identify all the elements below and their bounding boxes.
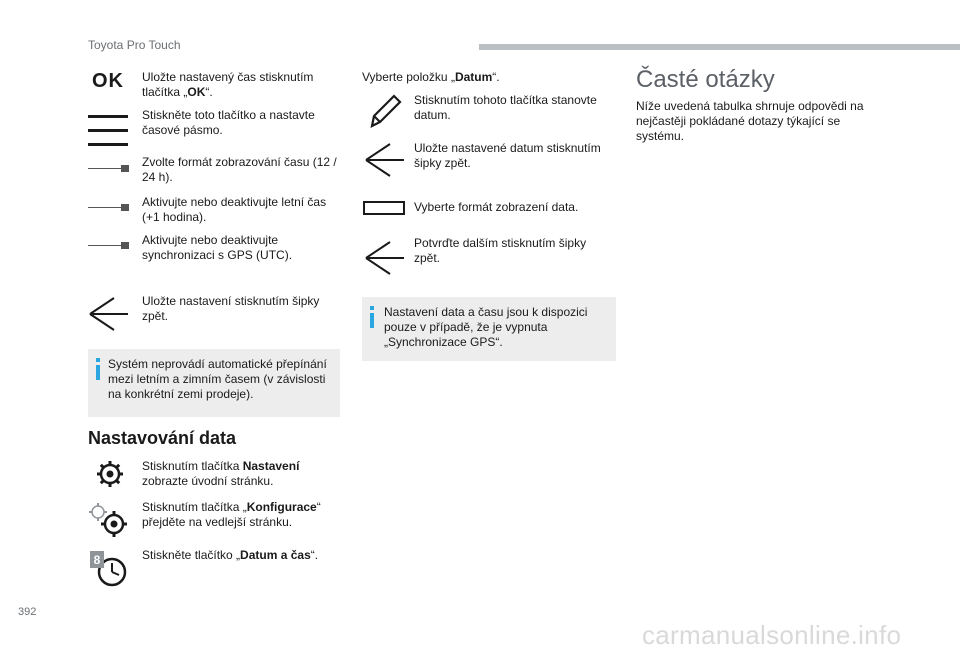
step-summer-time: Aktivujte nebo deaktivujte letní čas (+1 hodina). [142,195,327,224]
step-time-format: Zvolte formát zobrazování času (12 / 24 h). [142,155,337,184]
faq-title: Časté otázky [636,66,775,93]
page-number: 392 [18,606,37,618]
back-arrow-icon [364,142,404,178]
toggle-icon [88,240,130,250]
menu-icon [88,113,128,149]
info-icon [94,358,102,380]
info-note-text: Nastavení data a času jsou k dispozici pouze v případě, že je vypnuta „Synchronizace GPS“. [384,305,588,349]
step-save-time: Uložte nastavený čas stisknutím tlačítka „OK“. [142,70,314,99]
step-set-date: Stisknutím tohoto tlačítka stanovte datum. [414,93,597,122]
date-format-icon [363,201,405,215]
back-arrow-icon [364,240,404,276]
step-time-zone: Stiskněte toto tlačítko a nastavte časové pásmo. [142,108,315,137]
toggle-icon [88,163,130,173]
back-arrow-icon [88,296,128,332]
ok-icon: OK [92,70,124,92]
badge-number: 8 [93,553,101,567]
info-icon [368,306,376,328]
info-note [362,297,616,361]
watermark: carmanualsonline.info [642,620,902,650]
step-date-format: Vyberte formát zobrazení data. [414,200,579,214]
step-confirm: Potvrďte dalším stisknutím šipky zpět. [414,236,587,265]
step-settings: Stisknutím tlačítka Nastavení zobrazte úvodní stránku. [142,459,300,488]
clock-icon [88,550,128,588]
info-note [88,349,340,417]
step-save-settings: Uložte nastavení stisknutím šipky zpět. [142,294,320,323]
pencil-icon [368,92,402,130]
gear-icon [96,460,124,488]
step-gps-sync: Aktivujte nebo deaktivujte synchronizaci s GPS (UTC). [142,233,293,262]
header-bar [479,44,960,50]
step-save-date: Uložte nastavené datum stisknutím šipky zpět. [414,141,601,170]
step-select-date: Vyberte položku „Datum“. [362,70,500,84]
step-date-time: Stiskněte tlačítko „Datum a čas“. [142,548,319,562]
faq-intro: Níže uvedená tabulka shrnuje odpovědi na nejčastěji pokládané dotazy týkající se systému. [636,99,864,143]
running-header: Toyota Pro Touch [88,38,181,52]
section-title: Nastavování data [88,428,237,448]
step-configuration: Stisknutím tlačítka „Konfigurace“ přejděte na vedlejší stránku. [142,500,321,529]
double-gear-icon [88,502,128,538]
info-note-text: Systém neprovádí automatické přepínání mezi letním a zimním časem (v závislosti na konkrétní zemi prodeje). [108,357,327,401]
toggle-icon [88,202,130,212]
